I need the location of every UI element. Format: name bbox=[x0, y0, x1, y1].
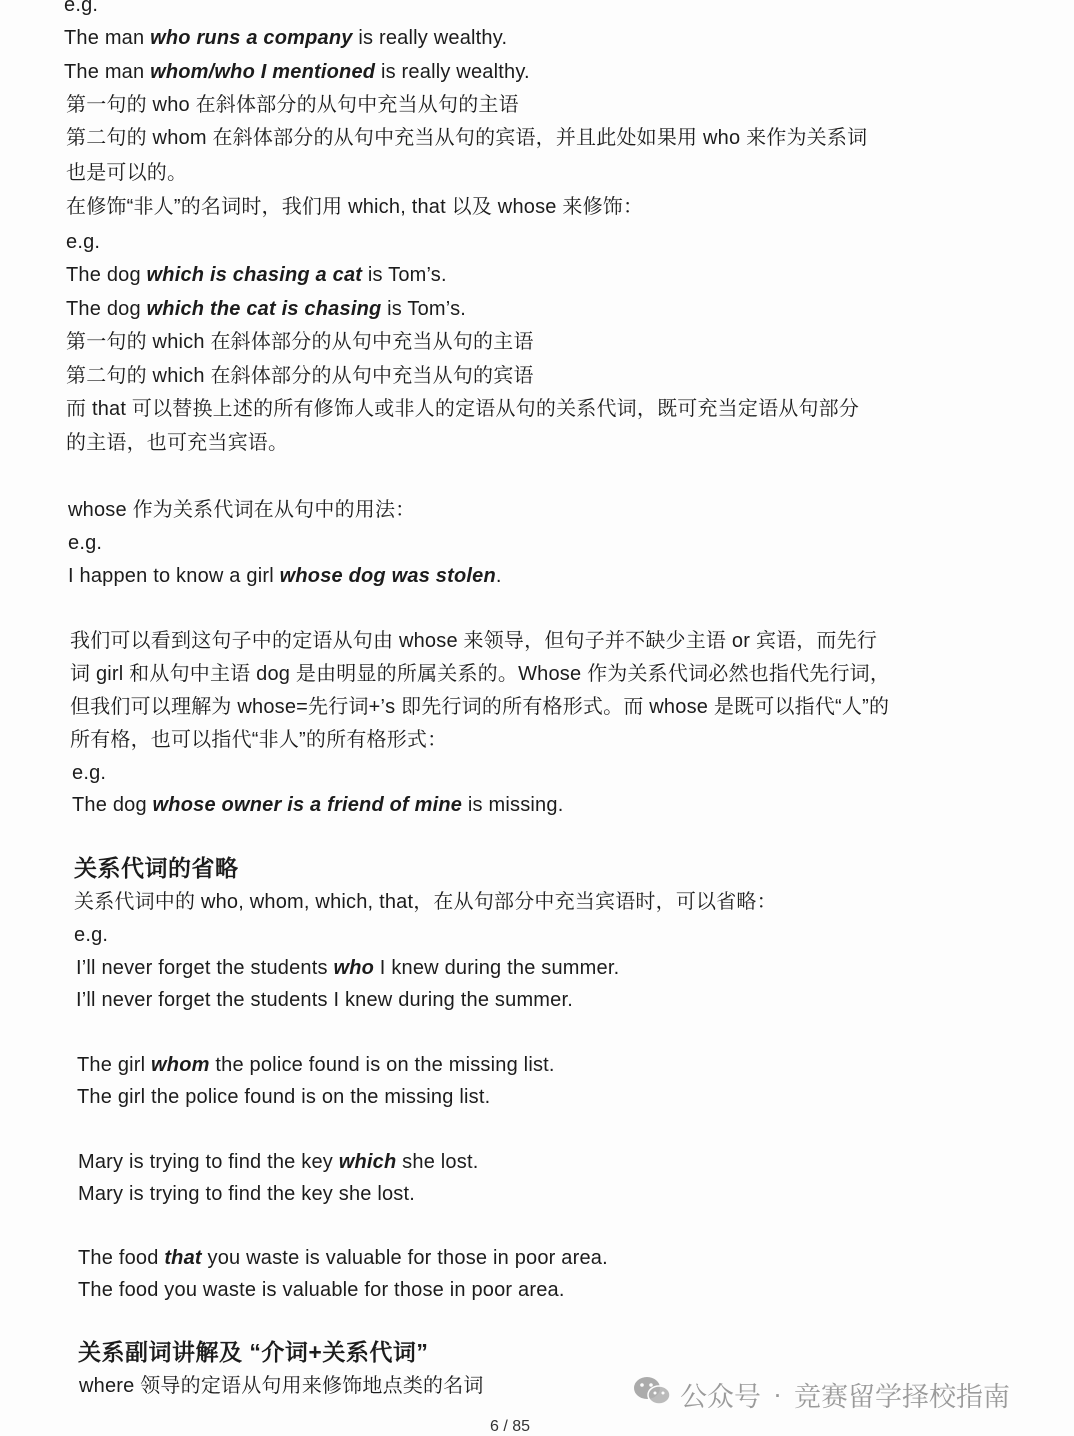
text-line: 而 that 可以替换上述的所有修饰人或非人的定语从句的关系代词，既可充当定语从句部分 bbox=[66, 398, 860, 420]
watermark-label: 公众号 bbox=[680, 1382, 761, 1412]
example-sentence: I happen to know a girl whose dog was stolen. bbox=[68, 565, 502, 587]
section-heading: 关系副词讲解及 “介词+关系代词” bbox=[78, 1339, 429, 1365]
example-sentence: I’ll never forget the students who I knew during the summer. bbox=[76, 957, 620, 979]
example-sentence: The dog which the cat is chasing is Tom’s. bbox=[66, 298, 467, 320]
text-line: 在修饰“非人”的名词时，我们用 which, that 以及 whose 来修饰： bbox=[66, 196, 644, 218]
text-line: 也是可以的。 bbox=[66, 162, 188, 184]
wechat-icon bbox=[632, 1374, 672, 1415]
text-line: 第二句的 which 在斜体部分的从句中充当从句的宾语 bbox=[66, 365, 534, 387]
text-line: e.g. bbox=[72, 762, 107, 784]
text-line: 第一句的 who 在斜体部分的从句中充当从句的主语 bbox=[66, 94, 519, 116]
text-line: e.g. bbox=[64, 0, 99, 16]
text-line: 第二句的 whom 在斜体部分的从句中充当从句的宾语，并且此处如果用 who 来作为关系词 bbox=[66, 127, 868, 149]
text-line: 我们可以看到这句子中的定语从句由 whose 来领导，但句子并不缺少主语 or 宾语，而先行 bbox=[70, 630, 878, 652]
text-line: where 领导的定语从句用来修饰地点类的名词 bbox=[79, 1375, 484, 1397]
text-line: e.g. bbox=[66, 231, 101, 253]
example-sentence: The dog which is chasing a cat is Tom’s. bbox=[66, 264, 447, 286]
text-line: e.g. bbox=[74, 924, 109, 946]
text-line: 第一句的 which 在斜体部分的从句中充当从句的主语 bbox=[66, 331, 534, 353]
text-line: 关系代词中的 who, whom, which, that，在从句部分中充当宾语时，可以省略： bbox=[74, 891, 777, 913]
example-sentence: The food you waste is valuable for those in poor area. bbox=[78, 1279, 565, 1301]
text-line: 词 girl 和从句中主语 dog 是由明显的所属关系的。Whose 作为关系代词必然也指代先行词， bbox=[70, 663, 891, 685]
example-sentence: I’ll never forget the students I knew during the summer. bbox=[76, 989, 574, 1011]
example-sentence: The girl the police found is on the missing list. bbox=[77, 1086, 491, 1108]
example-sentence: The food that you waste is valuable for those in poor area. bbox=[78, 1247, 608, 1269]
text-line: e.g. bbox=[68, 532, 103, 554]
example-sentence: The man who runs a company is really wealthy. bbox=[64, 27, 508, 49]
text-line: 但我们可以理解为 whose=先行词+’s 即先行词的所有格形式。而 whose 是既可以指代“人”的 bbox=[70, 696, 890, 718]
section-heading: 关系代词的省略 bbox=[74, 855, 239, 881]
text-line: 的主语，也可充当宾语。 bbox=[66, 432, 289, 454]
page-number: 6 / 85 bbox=[490, 1418, 531, 1435]
example-sentence: The dog whose owner is a friend of mine is missing. bbox=[72, 794, 564, 816]
example-sentence: The man whom/who I mentioned is really wealthy. bbox=[64, 61, 530, 83]
example-sentence: Mary is trying to find the key she lost. bbox=[78, 1183, 416, 1205]
example-sentence: The girl whom the police found is on the missing list. bbox=[77, 1054, 555, 1076]
text-line: whose 作为关系代词在从句中的用法： bbox=[68, 499, 416, 521]
watermark-separator: · bbox=[773, 1379, 782, 1409]
watermark-account-name: 竞赛留学择校指南 bbox=[794, 1382, 1010, 1412]
watermark bbox=[632, 1374, 1010, 1415]
example-sentence: Mary is trying to find the key which she lost. bbox=[78, 1151, 479, 1173]
text-line: 所有格，也可以指代“非人”的所有格形式： bbox=[70, 729, 448, 751]
